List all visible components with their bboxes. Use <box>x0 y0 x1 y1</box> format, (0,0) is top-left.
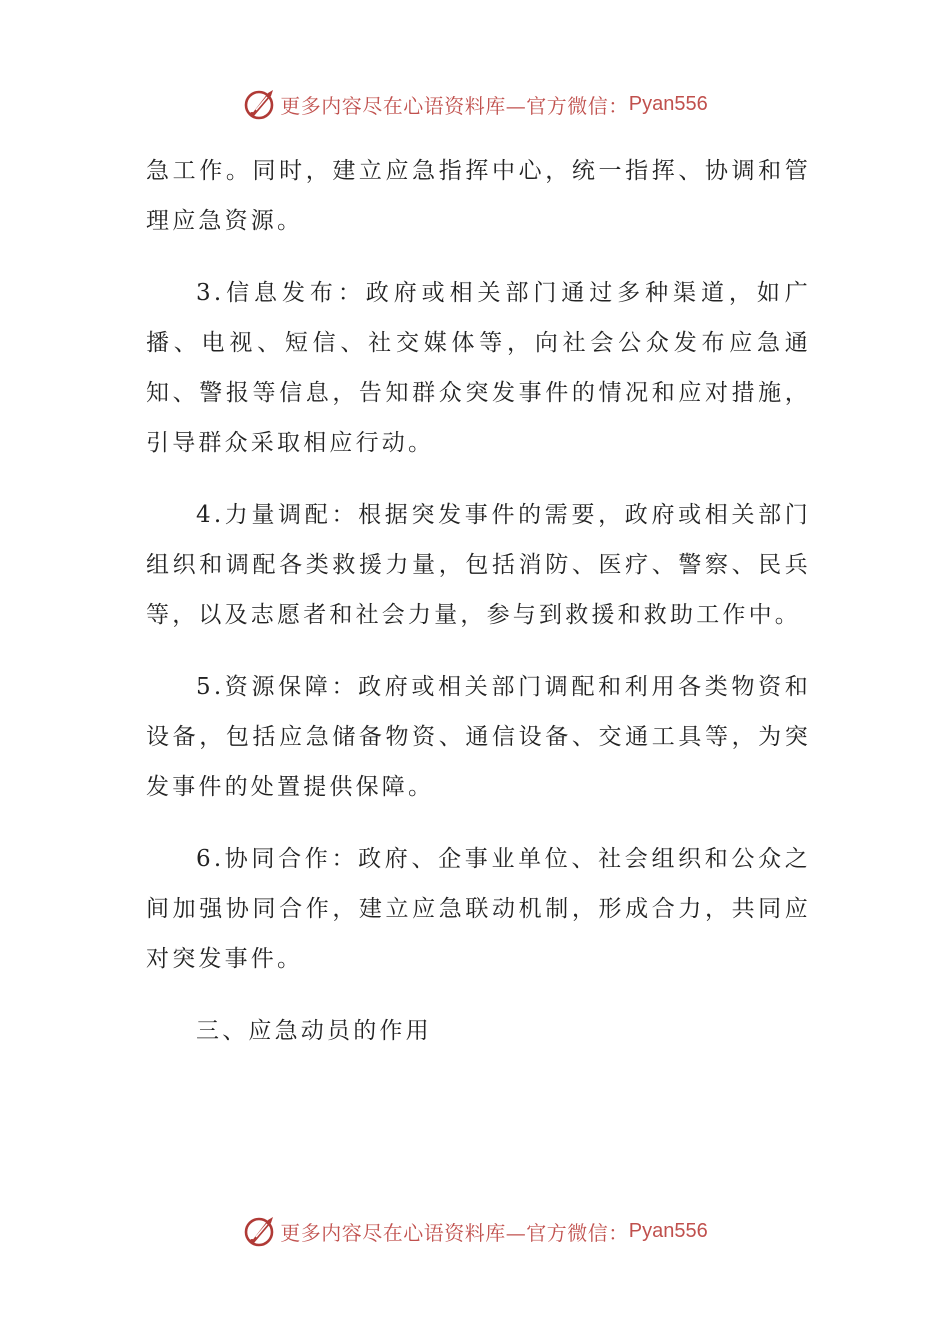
quill-logo-icon <box>242 86 278 122</box>
quill-logo-icon <box>242 1213 278 1249</box>
paragraph-coordination: 6.协同合作：政府、企事业单位、社会组织和公众之间加强协同合作，建立应急联动机制，形成合力，共同应对突发事件。 <box>146 846 811 972</box>
watermark-wechat-id: Pyan556 <box>628 1219 708 1242</box>
watermark-text: 更多内容尽在心语资料库—官方微信： <box>280 93 629 118</box>
paragraph-force-deployment: 4.力量调配：根据突发事件的需要，政府或相关部门组织和调配各类救援力量，包括消防、医疗、警察、民兵等，以及志愿者和社会力量，参与到救援和救助工作中。 <box>146 502 811 628</box>
paragraph-continuation: 急工作。同时，建立应急指挥中心，统一指挥、协调和管理应急资源。 <box>146 158 811 234</box>
footer-watermark <box>0 1211 950 1251</box>
watermark-text: 更多内容尽在心语资料库—官方微信： <box>280 1220 629 1245</box>
watermark-wechat-id: Pyan556 <box>628 92 708 115</box>
section-heading: 三、应急动员的作用 <box>196 1018 432 1044</box>
header-watermark <box>0 84 950 124</box>
paragraph-resource-support: 5.资源保障：政府或相关部门调配和利用各类物资和设备，包括应急储备物资、通信设备、交通工具等，为突发事件的处置提供保障。 <box>146 674 811 800</box>
paragraph-information-release: 3.信息发布：政府或相关部门通过多种渠道，如广播、电视、短信、社交媒体等，向社会公众发布应急通知、警报等信息，告知群众突发事件的情况和应对措施，引导群众采取相应行动。 <box>146 280 811 456</box>
document-body <box>146 146 811 1078</box>
